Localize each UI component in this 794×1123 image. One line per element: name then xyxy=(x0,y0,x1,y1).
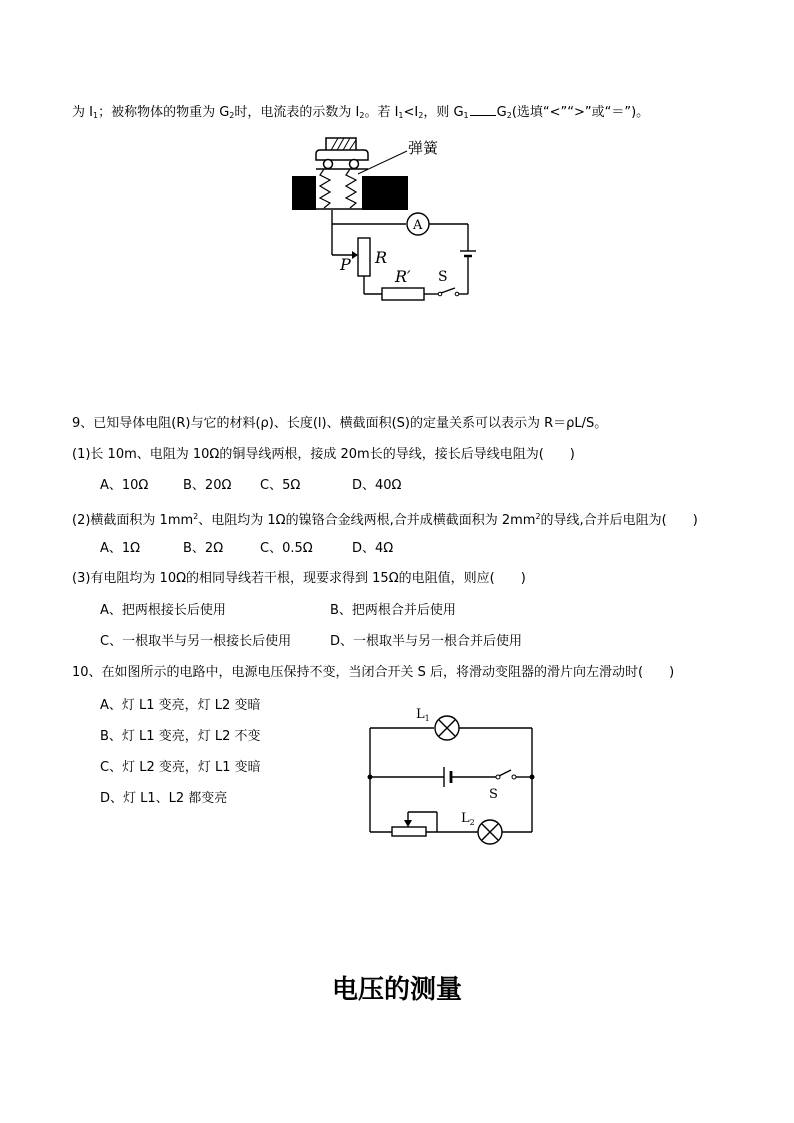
q8-text-part: <I xyxy=(403,105,419,120)
q8-text-part: G xyxy=(496,105,507,120)
q10-option-b[interactable]: B、灯 L1 变亮，灯 L2 不变 xyxy=(100,729,261,744)
q9-sub2-option-d[interactable]: D、4Ω xyxy=(352,541,394,556)
label-s: S xyxy=(438,269,448,285)
section-title: 电压的测量 xyxy=(331,975,462,1005)
q8-text-part: ，则 G xyxy=(423,105,464,120)
q8-text-line xyxy=(72,103,649,125)
rheostat xyxy=(392,827,426,836)
subscript: 2 xyxy=(359,111,365,120)
cart-wheel xyxy=(324,160,333,169)
q8-text-part: (选填“<”“>”或“＝”)。 xyxy=(511,105,650,120)
variable-resistor xyxy=(358,238,370,276)
q9-sub1-option-b[interactable]: B、20Ω xyxy=(183,478,232,493)
slider-arrow-icon xyxy=(404,820,412,827)
label-r-prime: R′ xyxy=(395,267,411,286)
q10-stem: 10、在如图所示的电路中，电源电压保持不变，当闭合开关 S 后，将滑动变阻器的滑片向左滑动时( ) xyxy=(72,665,675,680)
q9-sub2-option-c[interactable]: C、0.5Ω xyxy=(260,541,313,556)
label-p: P xyxy=(340,255,351,274)
q8-text-part: 为 I xyxy=(72,105,93,120)
spring-right xyxy=(346,169,356,208)
q8-text-part: ；被称物体的物重为 G xyxy=(98,105,230,120)
lamp-l1-label: $L_1$ xyxy=(416,707,430,723)
spring-left xyxy=(320,169,330,208)
q8-text-part: 。若 I xyxy=(364,105,399,120)
q10-option-a[interactable]: A、灯 L1 变亮，灯 L2 变暗 xyxy=(100,698,261,713)
q8-circuit-figure xyxy=(280,130,500,305)
q9-sub1-option-d[interactable]: D、40Ω xyxy=(352,478,402,493)
subscript: 1 xyxy=(398,111,404,120)
cart-body xyxy=(316,150,368,160)
q9-sub2-part: 的导线,合并后电阻为( ) xyxy=(540,513,698,528)
superscript: 2 xyxy=(193,512,199,521)
switch-icon xyxy=(499,770,511,776)
q9-sub1-option-c[interactable]: C、5Ω xyxy=(260,478,301,493)
q9-sub3: (3)有电阻均为 10Ω的相同导线若干根，现要求得到 15Ω的电阻值，则应( ) xyxy=(72,571,526,586)
q10-option-c[interactable]: C、灯 L2 变亮，灯 L1 变暗 xyxy=(100,760,261,775)
q10-circuit-figure xyxy=(362,700,542,845)
q9-sub2-option-a[interactable]: A、1Ω xyxy=(100,541,141,556)
q9-sub2 xyxy=(72,508,698,530)
lamp-l2-label: $L_2$ xyxy=(461,811,475,827)
subscript: 1 xyxy=(463,111,469,120)
switch-label: S xyxy=(489,787,498,802)
subscript: 2 xyxy=(418,111,424,120)
q9-sub2-part: 、电阻均为 1Ω的镍铬合金线两根,合并成横截面积为 2mm xyxy=(198,513,536,528)
q9-sub3-option-b[interactable]: B、把两根合并后使用 xyxy=(330,603,456,618)
q9-sub3-option-a[interactable]: A、把两根接长后使用 xyxy=(100,603,226,618)
base-block-right xyxy=(362,176,408,210)
q9-sub2-part: (2)横截面积为 1mm xyxy=(72,513,194,528)
base-block-left xyxy=(292,176,316,210)
q9-sub1: (1)长 10m、电阻为 10Ω的铜导线两根，接成 20m长的导线，接长后导线电阻为( ) xyxy=(72,447,575,462)
subscript: 2 xyxy=(229,111,235,120)
label-r: R xyxy=(375,248,388,267)
q9-stem: 9、已知导体电阻(R)与它的材料(ρ)、长度(l)、横截面积(S)的定量关系可以表示为 R＝ρL/S。 xyxy=(72,416,608,431)
slider-arrow-icon xyxy=(352,251,358,259)
subscript: 2 xyxy=(506,111,512,120)
q9-sub3-option-c[interactable]: C、一根取半与另一根接长后使用 xyxy=(100,634,292,649)
cart-wheel xyxy=(350,160,359,169)
q9-sub3-option-d[interactable]: D、一根取半与另一根合并后使用 xyxy=(330,634,523,649)
answer-blank[interactable] xyxy=(470,103,496,116)
ammeter-label: A xyxy=(413,218,423,233)
fixed-resistor xyxy=(382,288,424,300)
q9-sub1-option-a[interactable]: A、10Ω xyxy=(100,478,149,493)
switch-icon xyxy=(441,288,455,293)
subscript: 1 xyxy=(92,111,99,120)
q10-option-d[interactable]: D、灯 L1、L2 都变亮 xyxy=(100,791,228,806)
q8-text-part: 时，电流表的示数为 I xyxy=(234,105,360,120)
q9-sub2-option-b[interactable]: B、2Ω xyxy=(183,541,224,556)
spring-label: 弹簧 xyxy=(408,139,439,157)
superscript: 2 xyxy=(535,512,541,521)
